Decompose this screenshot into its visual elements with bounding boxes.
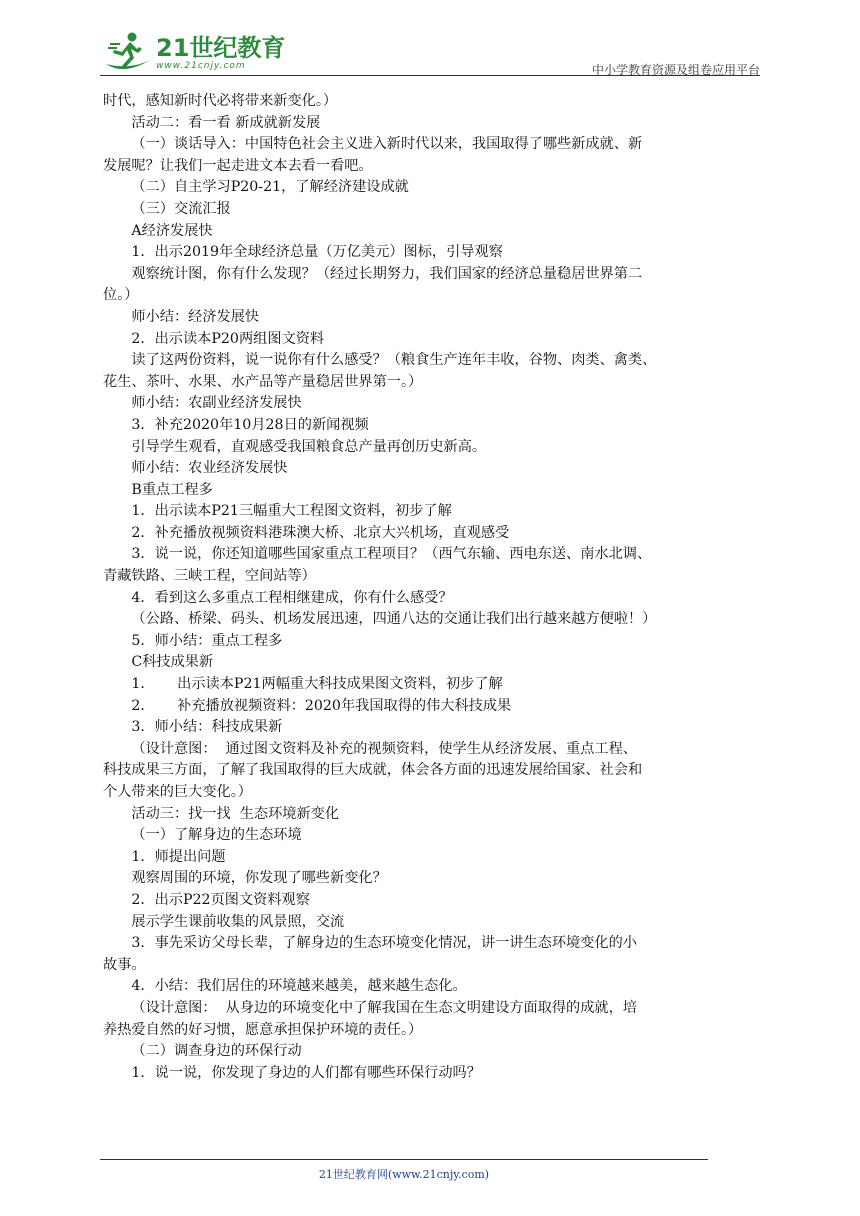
text-line: 观察周围的环境，你发现了哪些新变化？ [131,870,387,887]
text-line: 展示学生课前收集的风景照，交流 [131,913,345,930]
text-line: 读了这两份资料，说一说你有什么感受？（粮食生产连年丰收，谷物、肉类、禽类、 [131,352,657,369]
text-line: 养热爱自然的好习惯，愿意承担保护环境的责任。） [103,1021,423,1038]
text-line: （二）自主学习P20-21，了解经济建设成就 [131,179,409,196]
text-line: 科技成果三方面，了解了我国取得的巨大成就，体会各方面的迅速发展给国家、社会和 [103,762,643,779]
site-logo [100,28,285,78]
text-line: A经济发展快 [131,222,213,239]
logo-url-text: www.21cnjy.com [156,60,246,71]
text-line: 2． 补充播放视频资料：2020年我国取得的伟大科技成果 [131,697,512,714]
text-line: 位。） [103,287,139,304]
text-line: （三）交流汇报 [131,200,231,217]
text-line: 师小结：农副业经济发展快 [131,395,302,412]
header-platform-text: 中小学教育资源及组卷应用平台 [591,63,760,77]
running-man-logo-icon [100,30,154,76]
text-line: 故事。 [103,956,146,973]
text-line: （公路、桥梁、码头、机场发展迅速，四通八达的交通让我们出行越来越方便啦！） [131,611,657,628]
text-line: 3．事先采访父母长辈，了解身边的生态环境变化情况，讲一讲生态环境变化的小 [131,935,637,952]
text-line: 2．补充播放视频资料港珠澳大桥、北京大兴机场，直观感受 [131,524,510,541]
text-line: 引导学生观看，直观感受我国粮食总产量再创历史新高。 [131,438,487,455]
document-body [103,91,763,1084]
text-line: 师小结：农业经济发展快 [131,460,288,477]
text-line: 2．出示读本P20两组图文资料 [131,330,325,347]
footer-site-link[interactable]: 21世纪教育网(www.21cnjy.com) [318,1168,490,1181]
text-line: 4．小结：我们居住的环境越来越美，越来越生态化。 [131,978,467,995]
text-line: 1．说一说，你发现了身边的人们都有哪些环保行动吗？ [131,1064,481,1081]
text-line: 个人带来的巨大变化。） [103,784,252,800]
text-line: 4．看到这么多重点工程相继建成，你有什么感受？ [131,589,453,606]
text-line: （二）调查身边的环保行动 [131,1043,302,1060]
text-line: 3．说一说，你还知道哪些国家重点工程项目？（西气东输、西电东送、南水北调、 [131,546,652,563]
text-line: 2．出示P22页图文资料观察 [131,891,310,908]
text-line: 1．师提出问题 [131,848,226,865]
text-line: 花生、茶叶、水果、水产品等产量稳居世界第一。） [103,373,423,390]
text-line: B重点工程多 [131,481,213,498]
text-line: C科技成果新 [131,654,214,671]
text-line: 1． 出示读本P21两幅重大科技成果图文资料，初步了解 [131,676,503,693]
text-line: （一）了解身边的生态环境 [131,827,302,844]
text-line: 发展呢？让我们一起走进文本去看一看吧。 [103,157,373,174]
footer-divider [100,1159,708,1160]
text-line: （一）谈话导入：中国特色社会主义进入新时代以来，我国取得了哪些新成就、新 [131,136,643,153]
header-divider [100,75,760,76]
text-line: 1．出示读本P21三幅重大工程图文资料，初步了解 [131,503,452,520]
text-line: （设计意图： 从身边的环境变化中了解我国在生态文明建设方面取得的成就，培 [131,999,637,1016]
text-line: 1．出示2019年全球经济总量（万亿美元）图标，引导观察 [131,244,503,261]
text-line: 时代，感知新时代必将带来新变化。） [103,93,338,109]
text-line: 青藏铁路、三峡工程，空间站等） [103,568,316,585]
text-line: 观察统计图，你有什么发现？（经过长期努力，我们国家的经济总量稳居世界第二 [131,265,643,282]
text-line: 活动三：找一找 生态环境新变化 [131,805,340,822]
text-line: 5．师小结：重点工程多 [131,632,283,649]
text-line: 活动二：看一看 新成就新发展 [131,114,321,131]
text-line: 师小结：经济发展快 [131,308,260,325]
page-header [100,28,760,78]
logo-brand-text: 21世纪教育 [156,33,286,62]
text-line: （设计意图： 通过图文资料及补充的视频资料，使学生从经济发展、重点工程、 [131,740,637,757]
text-line: 3．补充2020年10月28日的新闻视频 [131,416,369,433]
text-line: 3．师小结：科技成果新 [131,719,283,736]
